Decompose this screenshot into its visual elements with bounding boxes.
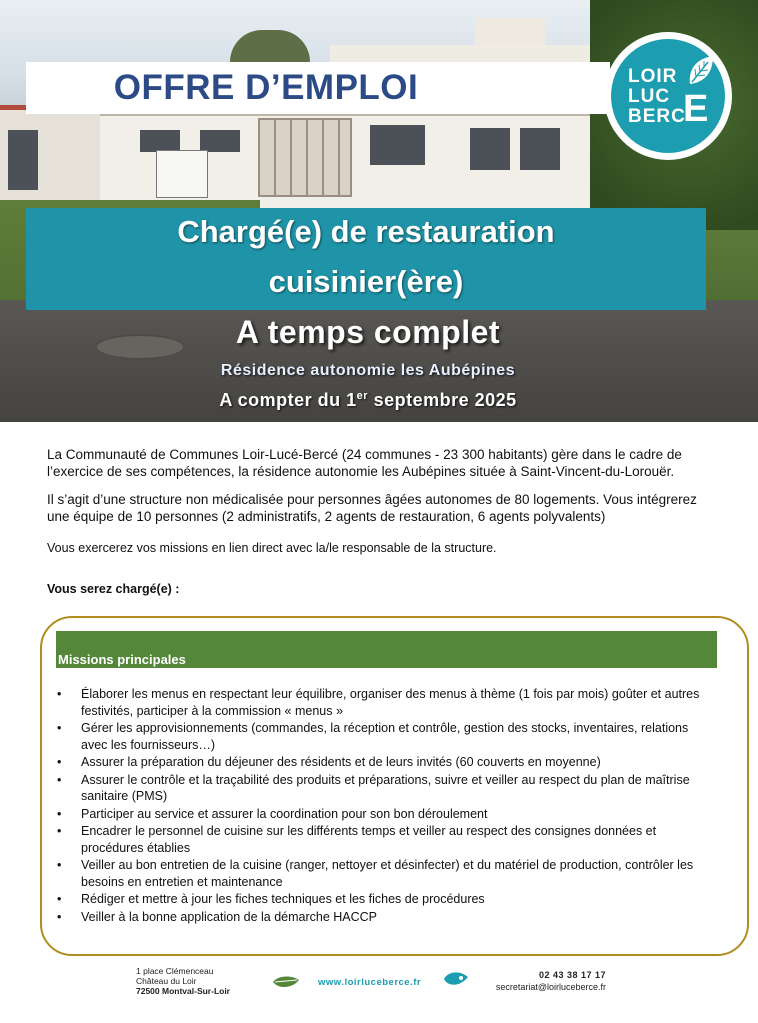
window: [370, 125, 425, 165]
bullet-icon: •: [57, 909, 62, 924]
window: [520, 128, 560, 170]
charge-label: Vous serez chargé(e) :: [47, 582, 180, 596]
missions-list: [57, 686, 717, 926]
bullet-icon: •: [57, 892, 62, 906]
mission-item: [57, 891, 717, 908]
mission-item: [57, 909, 717, 926]
mission-item: [57, 720, 717, 753]
mission-text: Assurer la préparation du déjeuner des résidents et de leurs invités (60 couverts en moyenne): [81, 755, 601, 769]
intro-paragraph-2: Il s’agit d’une structure non médicalisée pour personnes âgées autonomes de 80 logements. Vous intégrerez une équipe de 10 personnes (2 administratifs, 2 agents de restauration, 6 agents polyvalents): [47, 492, 697, 524]
logo-text-berc: BERC: [628, 106, 686, 127]
intro-paragraph-3: Vous exercerez vos missions en lien direct avec la/le responsable de la structure.: [47, 541, 497, 555]
logo-text-luc: LUC: [628, 86, 671, 107]
leaf-icon: [272, 974, 300, 990]
mission-text: Veiller au bon entretien de la cuisine (ranger, nettoyer et désinfecter) et du matériel de production, contrôler les besoins en entretien et maintenance: [81, 858, 694, 889]
job-title-line2: cuisinier(ère): [268, 264, 464, 299]
bullet-icon: •: [57, 772, 62, 787]
website-link[interactable]: www.loirluceberce.fr: [318, 977, 422, 988]
window: [140, 130, 180, 152]
address-line-1: 1 place Clémenceau: [136, 966, 214, 976]
start-date-ordinal: er: [356, 390, 369, 402]
mission-text: Encadrer le personnel de cuisine sur les différents temps et veiller au respect des consignes données et procédures établies: [81, 824, 657, 855]
mission-item: [57, 823, 717, 856]
bullet-icon: •: [57, 721, 62, 735]
bullet-icon: •: [57, 858, 62, 872]
leaf-icon: [686, 54, 716, 88]
phone-number[interactable]: 02 43 38 17 17: [538, 970, 606, 980]
mission-text: Gérer les approvisionnements (commandes, la réception et contrôle, gestion des stocks, inventaires, relations avec les fournisseurs…): [81, 721, 689, 752]
mission-item: [57, 754, 717, 771]
address-line-2: Château du Loir: [136, 976, 197, 986]
logo-text-loir: LOIR: [628, 66, 678, 87]
mission-text: Veiller à la bonne application de la démarche HACCP: [81, 909, 378, 924]
missions-heading: Missions principales: [58, 652, 186, 667]
contract-type: A temps complet: [235, 314, 501, 350]
window: [200, 130, 240, 152]
offer-title: OFFRE D’EMPLOI: [113, 68, 419, 107]
job-title-line1: Chargé(e) de restauration: [177, 214, 555, 249]
mission-text: Participer au service et assurer la coordination pour son bon déroulement: [81, 806, 488, 821]
residence-name: Résidence autonomie les Aubépines: [220, 362, 516, 379]
veranda: [258, 118, 352, 197]
footer-address: [136, 966, 230, 996]
bullet-icon: •: [57, 824, 62, 838]
mission-item: [57, 857, 717, 890]
mission-item: [57, 772, 717, 805]
intro-paragraph-1: La Communauté de Communes Loir-Lucé-Bercé (24 communes - 23 300 habitants) gère dans le cadre de l’exercice de ses compétences, la résidence autonomie les Aubépines située à Saint-Vincent-du-Lorouër.: [47, 447, 682, 479]
mission-item: [57, 806, 717, 823]
start-date-prefix: A compter du 1: [219, 390, 357, 410]
bullet-icon: •: [57, 806, 62, 821]
window: [8, 130, 38, 190]
mission-text: Assurer le contrôle et la traçabilité des produits et préparations, suivre et veiller au respect du plan de maîtrise sanitaire (PMS): [81, 772, 690, 803]
address-line-3: 72500 Montval-Sur-Loir: [136, 986, 230, 996]
bullet-icon: •: [57, 687, 62, 701]
logo-text-e: E: [683, 88, 710, 130]
start-date: [0, 390, 736, 411]
mission-item: [57, 686, 717, 719]
window: [470, 128, 510, 170]
email-link[interactable]: secretariat@loirluceberce.fr: [495, 982, 606, 992]
mission-text: Élaborer les menus en respectant leur équilibre, organiser des menus à thème (1 fois par mois) goûter et autres festivités, participer à la commission « menus »: [81, 687, 700, 718]
mission-text: Rédiger et mettre à jour les fiches techniques et les fiches de procédures: [81, 892, 485, 906]
bullet-icon: •: [57, 755, 62, 769]
start-date-suffix: septembre 2025: [368, 390, 517, 410]
residence-sign: [156, 150, 208, 198]
